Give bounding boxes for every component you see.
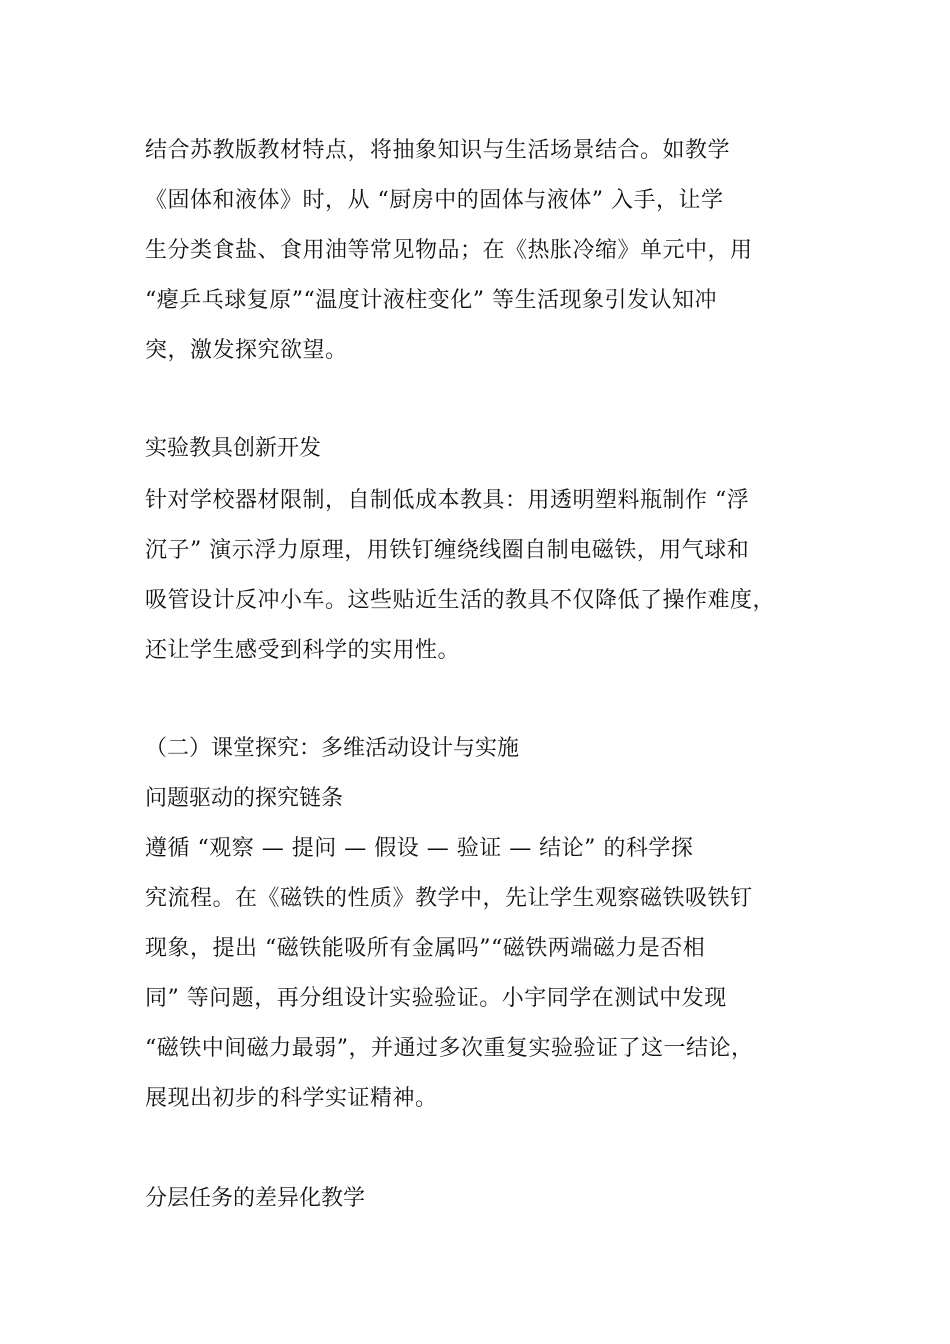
text-line: “瘪乒乓球复原”“温度计液柱变化” 等生活现象引发认知冲 — [145, 288, 717, 313]
text-line: 结合苏教版教材特点，将抽象知识与生活场景结合。如教学 — [145, 138, 731, 163]
text-line: 沉子” 演示浮力原理，用铁钉缠绕线圈自制电磁铁，用气球和 — [145, 538, 750, 563]
section-heading: 实验教具创新开发 — [145, 436, 322, 461]
subsection-heading: 分层任务的差异化教学 — [145, 1186, 366, 1211]
text-line: 针对学校器材限制，自制低成本教具：用透明塑料瓶制作 “浮 — [145, 488, 750, 513]
text-line: 同” 等问题，再分组设计实验验证。小宇同学在测试中发现 — [145, 986, 727, 1011]
text-line: 现象，提出 “磁铁能吸所有金属吗”“磁铁两端磁力是否相 — [145, 936, 706, 961]
text-line: “磁铁中间磁力最弱”，并通过多次重复实验验证了这一结论， — [145, 1036, 754, 1061]
text-line: 展现出初步的科学实证精神。 — [145, 1086, 438, 1111]
text-line: 还让学生感受到科学的实用性。 — [145, 638, 461, 663]
text-line: 究流程。在《磁铁的性质》教学中，先让学生观察磁铁吸铁钉 — [145, 886, 753, 911]
subsection-heading: 问题驱动的探究链条 — [145, 786, 344, 811]
section-heading: （二）课堂探究：多维活动设计与实施 — [145, 736, 520, 761]
text-line: 遵循 “观察 — 提问 — 假设 — 验证 — 结论” 的科学探 — [145, 836, 694, 861]
text-line: 《固体和液体》时，从 “厨房中的固体与液体” 入手，让学 — [145, 188, 724, 213]
text-line: 突，激发探究欲望。 — [145, 338, 348, 363]
text-line: 吸管设计反冲小车。这些贴近生活的教具不仅降低了操作难度， — [145, 588, 776, 613]
text-line: 生分类食盐、食用油等常见物品；在《热胀冷缩》单元中，用 — [145, 238, 753, 263]
